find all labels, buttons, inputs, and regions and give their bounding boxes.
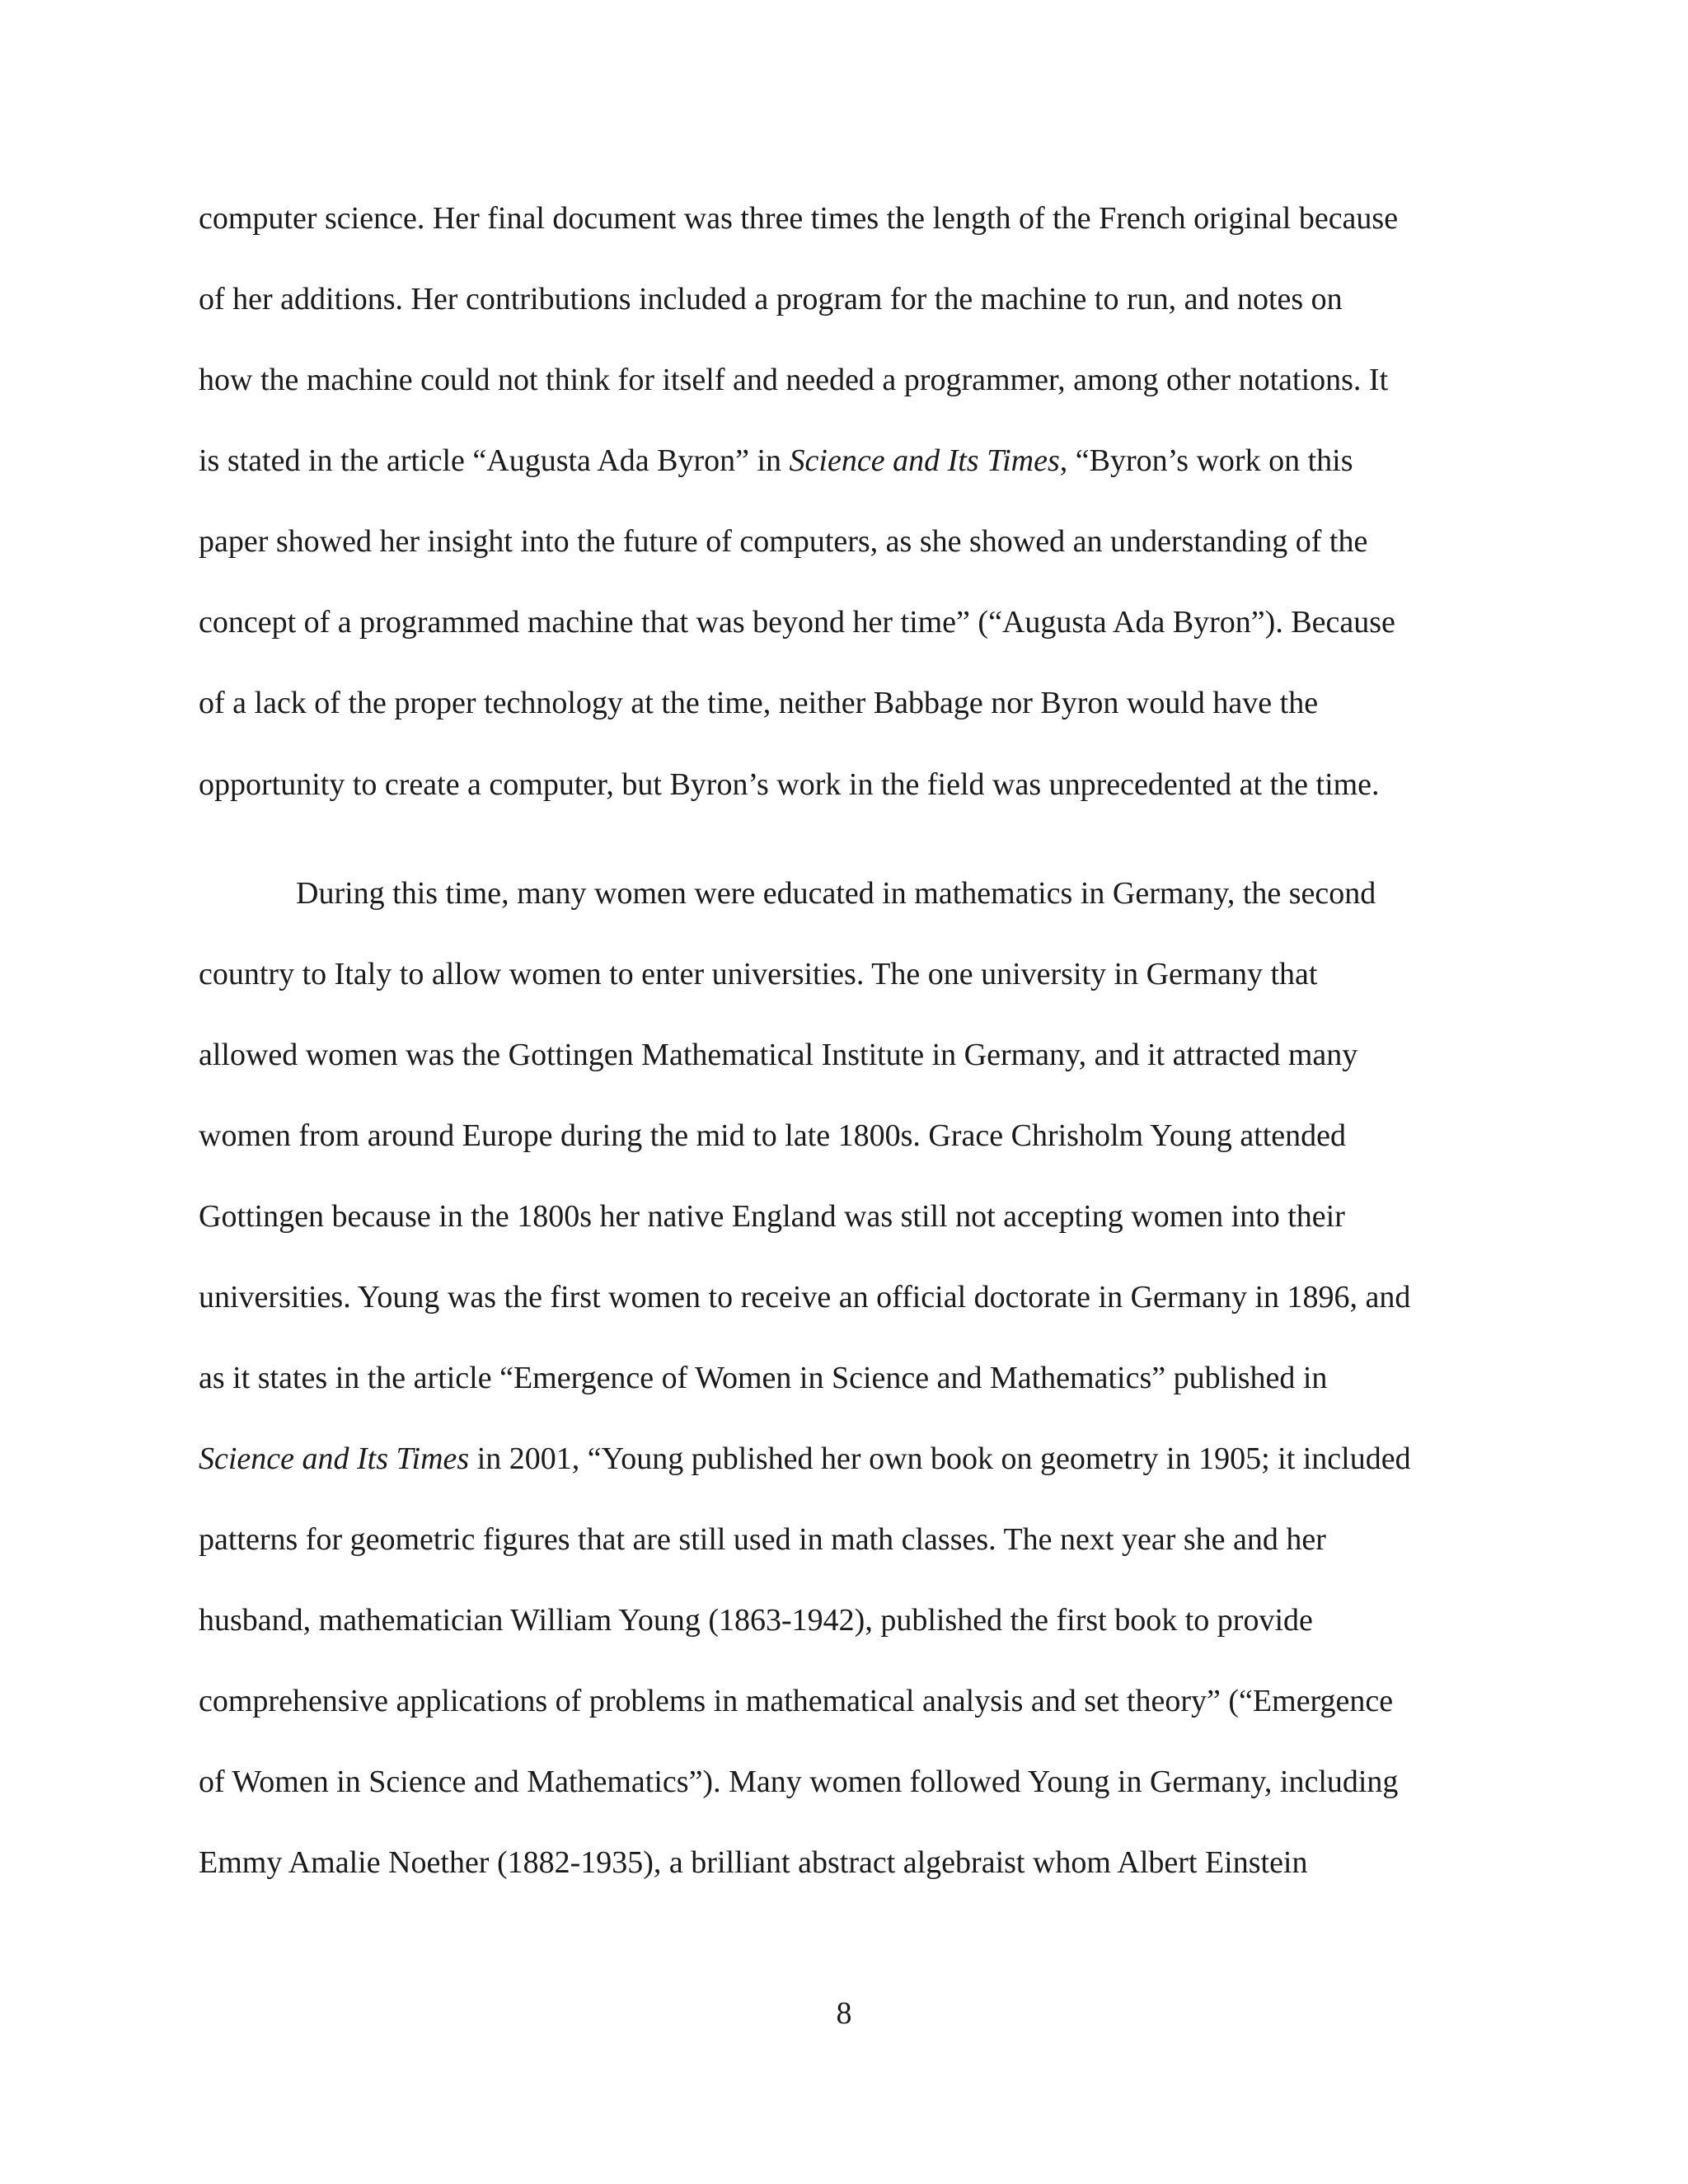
text-line: computer science. Her final document was three times the length of the French original because bbox=[199, 201, 1399, 236]
text-run: , “Byron’s work on this bbox=[1059, 443, 1353, 478]
text-line: of a lack of the proper technology at the time, neither Babbage nor Byron would have the bbox=[199, 686, 1319, 720]
text-line: of Women in Science and Mathematics”). Many women followed Young in Germany, including bbox=[199, 1765, 1399, 1799]
text-line: country to Italy to allow women to enter universities. The one university in Germany that bbox=[199, 957, 1318, 991]
page-number: 8 bbox=[836, 1996, 852, 2031]
text-line bbox=[199, 1440, 1411, 1478]
text-line: how the machine could not think for itself and needed a programmer, among other notations. It bbox=[199, 363, 1389, 397]
text-line: husband, mathematician William Young (1863-1942), published the first book to provide bbox=[199, 1603, 1313, 1638]
text-line: of her additions. Her contributions included a program for the machine to run, and notes on bbox=[199, 282, 1343, 316]
text-line bbox=[199, 442, 1353, 480]
text-line: Gottingen because in the 1800s her native England was still not accepting women into their bbox=[199, 1199, 1345, 1234]
text-line: as it states in the article “Emergence of Women in Science and Mathematics” published in bbox=[199, 1361, 1328, 1395]
text-line: Emmy Amalie Noether (1882-1935), a brilliant abstract algebraist whom Albert Einstein bbox=[199, 1845, 1308, 1880]
text-line: comprehensive applications of problems in mathematical analysis and set theory” (“Emergence bbox=[199, 1684, 1394, 1718]
text-line: allowed women was the Gottingen Mathematical Institute in Germany, and it attracted many bbox=[199, 1038, 1358, 1072]
text-run: is stated in the article “Augusta Ada Byron” in bbox=[199, 443, 790, 478]
text-line: women from around Europe during the mid to late 1800s. Grace Chrisholm Young attended bbox=[199, 1118, 1347, 1153]
paragraph-first-line: During this time, many women were educated in mathematics in Germany, the second bbox=[296, 876, 1376, 911]
text-run: in 2001, “Young published her own book on geometry in 1905; it included bbox=[469, 1441, 1411, 1476]
text-line: universities. Young was the first women to receive an official doctorate in Germany in 1896, and bbox=[199, 1280, 1411, 1315]
text-line: concept of a programmed machine that was beyond her time” (“Augusta Ada Byron”). Because bbox=[199, 605, 1395, 640]
italic-title: Science and Its Times bbox=[199, 1441, 470, 1476]
text-line: opportunity to create a computer, but Byron’s work in the field was unprecedented at the time. bbox=[199, 767, 1380, 802]
text-line: patterns for geometric figures that are still used in math classes. The next year she and her bbox=[199, 1522, 1326, 1557]
text-line: paper showed her insight into the future of computers, as she showed an understanding of the bbox=[199, 524, 1368, 559]
italic-title: Science and Its Times bbox=[789, 443, 1060, 478]
